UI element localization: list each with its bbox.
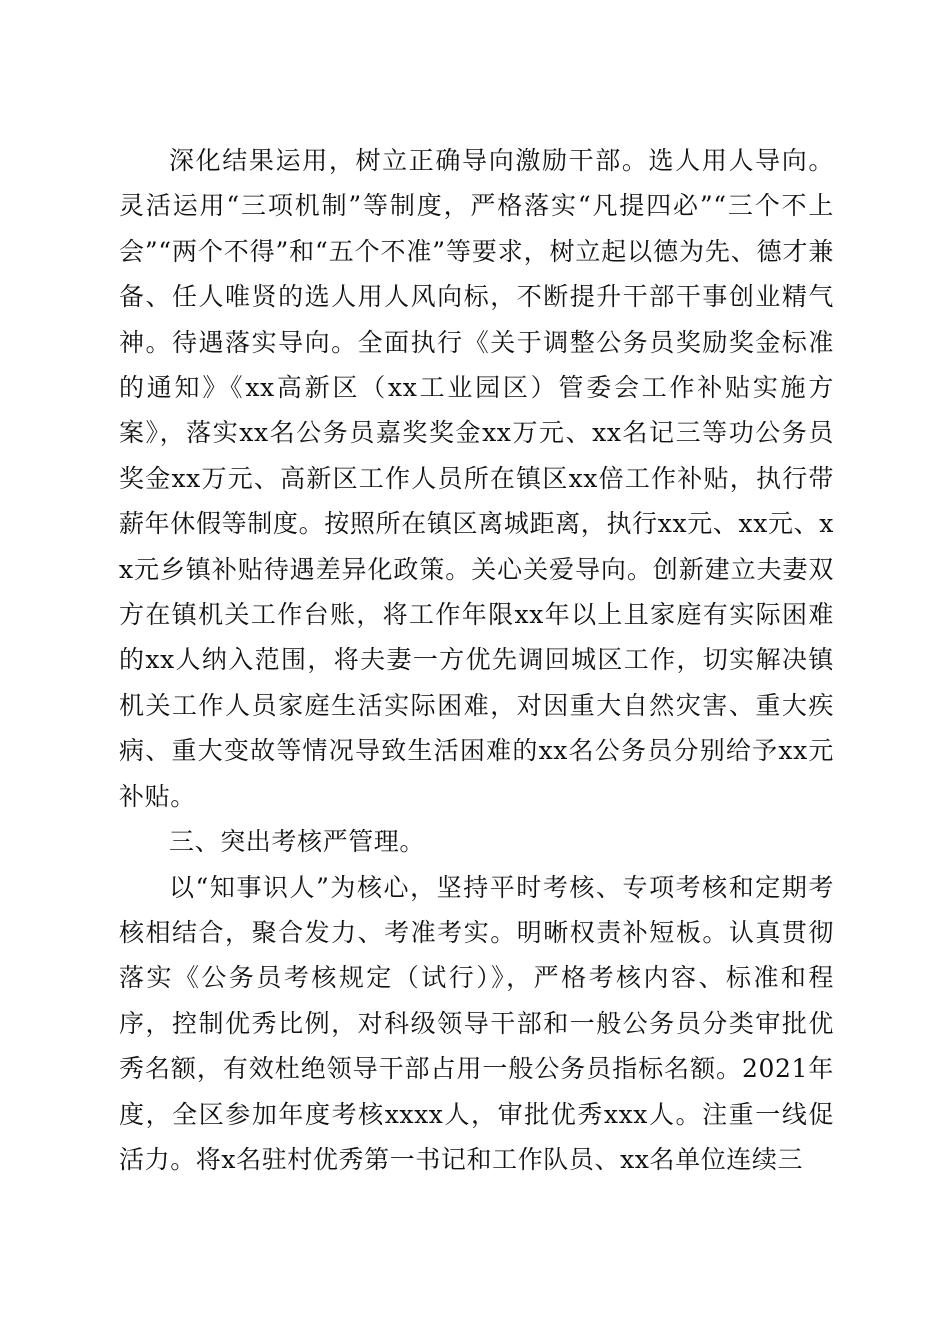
section-heading-assessment: 三、突出考核严管理。 xyxy=(169,827,426,857)
document-body xyxy=(119,138,834,1182)
body-paragraph-incentives: 深化结果运用，树立正确导向激励干部。选人用人导向。灵活运用“三项机制”等制度，严格落实“凡提四必”“三个不上会”“两个不得”和“五个不准”等要求，树立起以德为先、德才兼备、任人唯贤的选人用人风向标，不断提升干部干事创业精气神。待遇落实导向。全面执行《关于调整公务员奖励奖金标准的通知》《xx高新区（xx工业园区）管委会工作补贴实施方案》，落实xx名公务员嘉奖奖金xx万元、xx名记三等功公务员奖金xx万元、高新区工作人员所在镇区xx倍工作补贴，执行带薪年休假等制度。按照所在镇区离城距离，执行xx元、xx元、xx元乡镇补贴待遇差异化政策。关心关爱导向。创新建立夫妻双方在镇机关工作台账，将工作年限xx年以上且家庭有实际困难的xx人纳入范围，将夫妻一方优先调回城区工作，切实解决镇机关工作人员家庭生活实际困难，对因重大自然灾害、重大疾病、重大变故等情况导致生活困难的xx名公务员分别给予xx元补贴。 xyxy=(119,146,834,811)
body-paragraph-assessment: 以“知事识人”为核心，坚持平时考核、专项考核和定期考核相结合，聚合发力、考准考实。明晰权责补短板。认真贯彻落实《公务员考核规定（试行）》，严格考核内容、标准和程序，控制优秀比例，对科级领导干部和一般公务员分类审批优秀名额，有效杜绝领导干部占用一般公务员指标名额。2021年度，全区参加年度考核xxxx人，审批优秀xxx人。注重一线促活力。将x名驻村优秀第一书记和工作队员、xx名单位连续三 xyxy=(119,872,834,1174)
